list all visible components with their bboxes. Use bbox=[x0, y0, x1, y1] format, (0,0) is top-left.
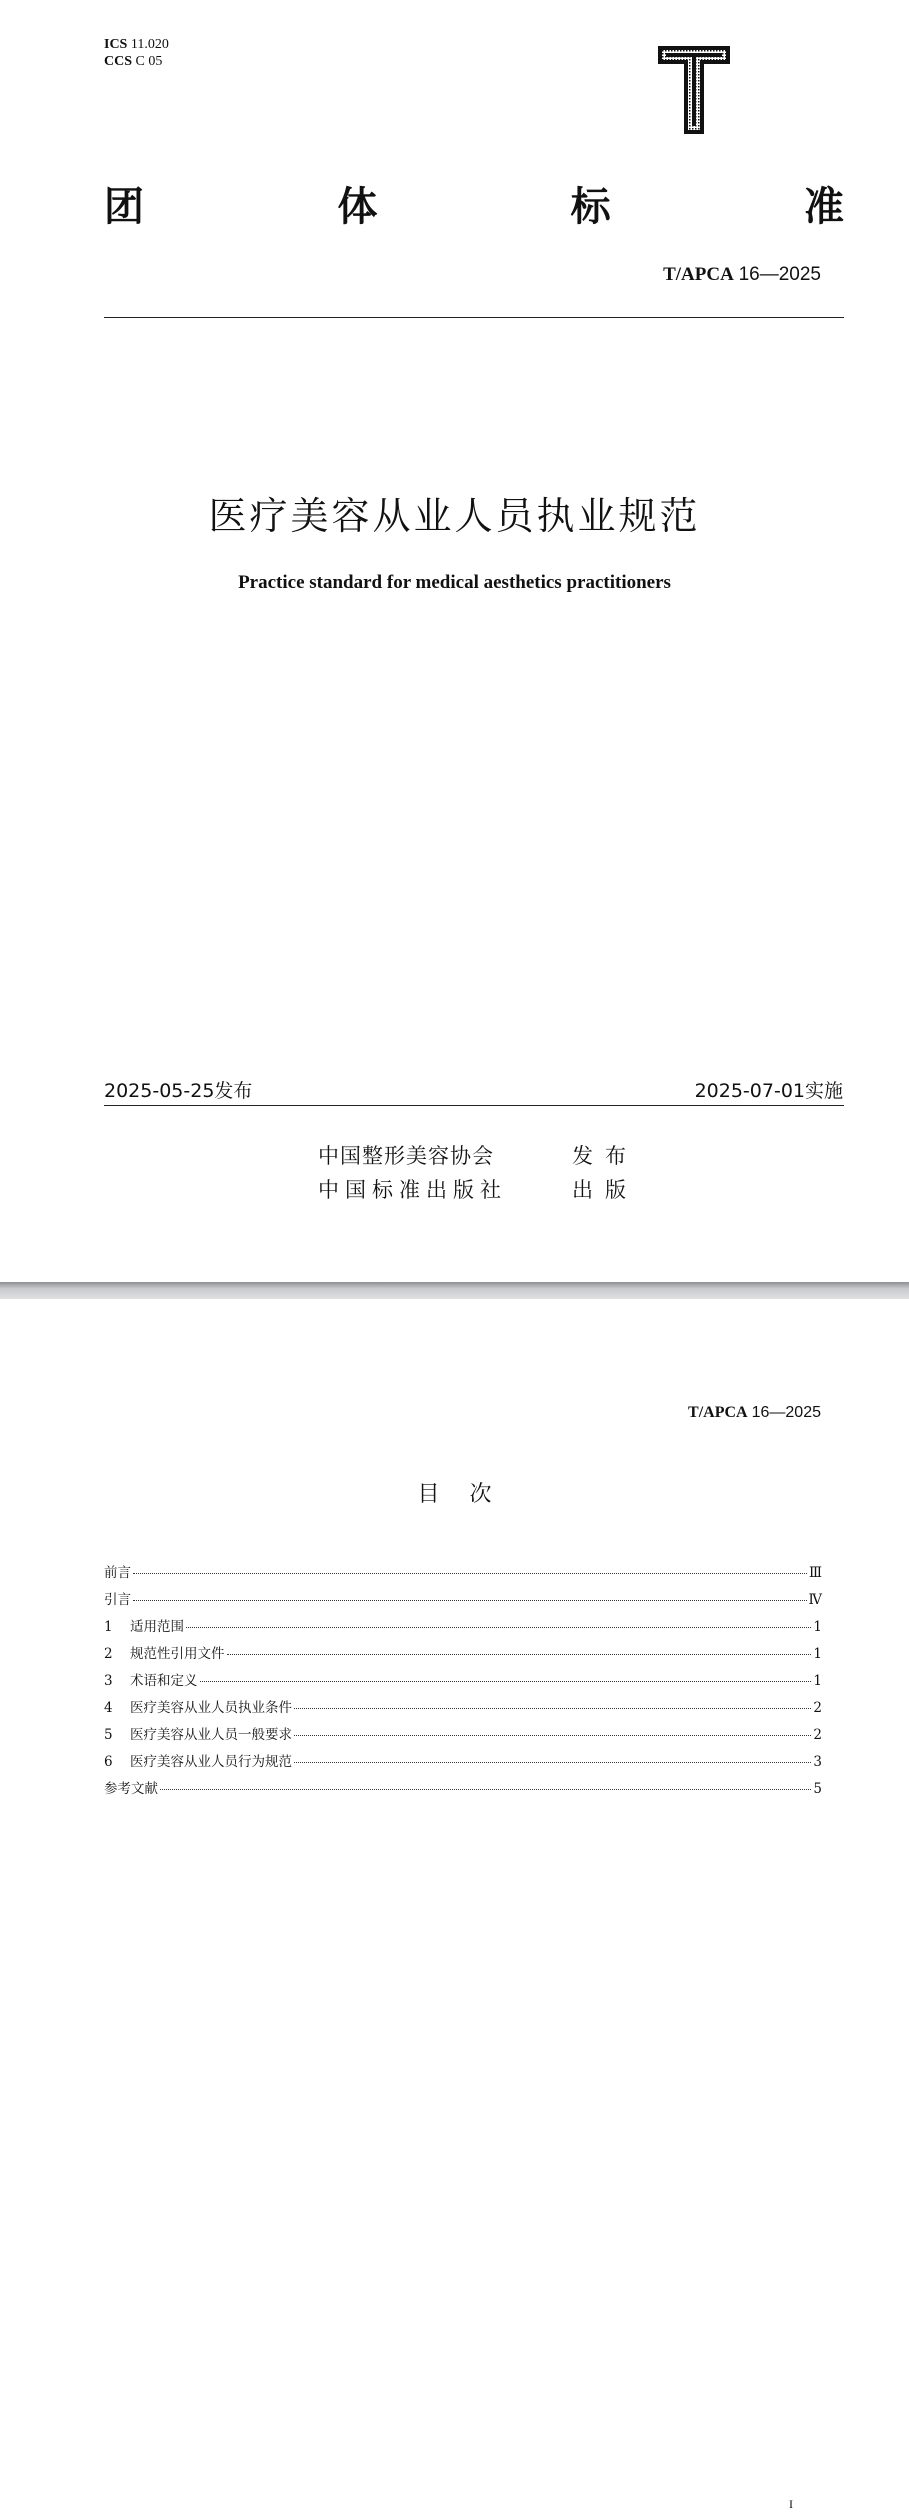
standard-prefix: T/APCA bbox=[663, 264, 734, 285]
title-chinese: 医疗美容从业人员执业规范 bbox=[208, 494, 701, 538]
standard-number-value: 16—2025 bbox=[751, 1404, 821, 1421]
toc-entry-text: 医疗美容从业人员执业条件 bbox=[130, 1700, 292, 1716]
std-type-char: 团 bbox=[104, 184, 144, 230]
title-english: Practice standard for medical aesthetics practitioners bbox=[238, 572, 671, 593]
ics-label: ICS bbox=[104, 37, 128, 52]
page-number: I bbox=[789, 2497, 793, 2511]
publish-date: 2025-05-25发布 bbox=[104, 1080, 253, 1102]
toc-entry-page: Ⅲ bbox=[808, 1565, 822, 1581]
toc-entry[interactable] bbox=[104, 1777, 822, 1804]
standard-t-logo-icon bbox=[656, 44, 732, 136]
toc-leader-dots bbox=[133, 1599, 807, 1601]
toc-entry-label bbox=[104, 1750, 292, 1770]
toc-entry-page: 5 bbox=[813, 1781, 822, 1797]
toc-entry-number: 6 bbox=[104, 1754, 113, 1770]
toc-entry-page: 2 bbox=[813, 1700, 822, 1716]
std-type-char: 准 bbox=[803, 184, 844, 230]
toc-entry-text: 医疗美容从业人员一般要求 bbox=[130, 1727, 292, 1743]
toc-entry-text: 医疗美容从业人员行为规范 bbox=[130, 1754, 292, 1770]
ics-value: 11.020 bbox=[130, 37, 169, 52]
toc-entry-text: 前言 bbox=[104, 1565, 131, 1581]
toc-title: 目次 bbox=[417, 1482, 522, 1507]
toc-entry-number: 5 bbox=[104, 1727, 113, 1743]
toc-entry-label bbox=[104, 1642, 225, 1662]
ccs-value: C 05 bbox=[135, 54, 163, 69]
toc-entry-page: 1 bbox=[813, 1619, 822, 1635]
publisher-row bbox=[318, 1140, 638, 1170]
toc-entry-label bbox=[104, 1669, 198, 1689]
toc-entry[interactable] bbox=[104, 1696, 822, 1723]
toc-entry-number: 3 bbox=[104, 1673, 113, 1689]
toc-entry-label bbox=[104, 1777, 158, 1797]
toc-entry-text: 参考文献 bbox=[104, 1781, 158, 1797]
publisher-role: 发布 bbox=[572, 1144, 638, 1168]
toc-entry[interactable] bbox=[104, 1723, 822, 1750]
toc-entry-label bbox=[104, 1561, 131, 1581]
standard-number bbox=[688, 1404, 821, 1422]
toc-entry-page: 1 bbox=[813, 1673, 822, 1689]
toc-entry[interactable] bbox=[104, 1669, 822, 1696]
std-type-char: 标 bbox=[570, 184, 611, 230]
toc-entry-page: Ⅳ bbox=[808, 1592, 822, 1608]
toc-leader-dots bbox=[294, 1761, 811, 1763]
toc-leader-dots bbox=[200, 1680, 812, 1682]
publisher-role: 出版 bbox=[572, 1178, 638, 1202]
toc-entry[interactable] bbox=[104, 1642, 822, 1669]
toc-entry-text: 规范性引用文件 bbox=[130, 1646, 225, 1662]
toc-leader-dots bbox=[294, 1707, 811, 1709]
toc-entry-label bbox=[104, 1588, 131, 1608]
toc-entry-number: 1 bbox=[104, 1619, 113, 1635]
publisher-row bbox=[318, 1174, 638, 1204]
standard-number bbox=[663, 264, 821, 286]
toc-list bbox=[104, 1561, 822, 1804]
toc-entry-text: 引言 bbox=[104, 1592, 131, 1608]
toc-leader-dots bbox=[186, 1626, 811, 1628]
standard-prefix: T/APCA bbox=[688, 1404, 748, 1421]
toc-entry-page: 1 bbox=[813, 1646, 822, 1662]
toc-entry-text: 适用范围 bbox=[130, 1619, 184, 1635]
toc-page bbox=[0, 1299, 909, 2513]
standard-type bbox=[104, 182, 844, 232]
toc-entry-number: 2 bbox=[104, 1646, 113, 1662]
toc-leader-dots bbox=[133, 1572, 807, 1574]
publisher-org: 中国整形美容协会 bbox=[318, 1144, 494, 1168]
footer-rule bbox=[104, 1105, 844, 1106]
std-type-char: 体 bbox=[337, 184, 378, 230]
page-separator bbox=[0, 1282, 909, 1299]
toc-entry[interactable] bbox=[104, 1750, 822, 1777]
header-rule bbox=[104, 317, 844, 318]
standard-number-value: 16—2025 bbox=[738, 264, 821, 285]
toc-leader-dots bbox=[160, 1788, 811, 1790]
ccs-label: CCS bbox=[104, 54, 133, 69]
toc-entry[interactable] bbox=[104, 1588, 822, 1615]
toc-entry[interactable] bbox=[104, 1615, 822, 1642]
toc-entry-label bbox=[104, 1615, 184, 1635]
toc-entry-label bbox=[104, 1723, 292, 1743]
toc-leader-dots bbox=[294, 1734, 811, 1736]
classification-codes bbox=[104, 36, 169, 70]
toc-entry-page: 3 bbox=[813, 1754, 822, 1770]
toc-entry-page: 2 bbox=[813, 1727, 822, 1743]
implement-date: 2025-07-01实施 bbox=[694, 1080, 843, 1102]
toc-entry[interactable] bbox=[104, 1561, 822, 1588]
toc-entry-label bbox=[104, 1696, 292, 1716]
toc-entry-number: 4 bbox=[104, 1700, 113, 1716]
toc-entry-text: 术语和定义 bbox=[130, 1673, 198, 1689]
publisher-org: 中国标准出版社 bbox=[318, 1178, 507, 1202]
toc-leader-dots bbox=[227, 1653, 812, 1655]
